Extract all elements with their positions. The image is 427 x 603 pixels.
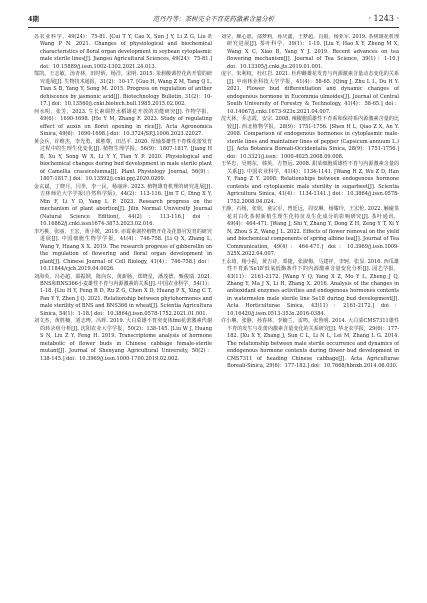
page-number: · 1243 · [368, 14, 399, 23]
reference-entry: 鄂凯，王志敏，汤青林，田时炳，杨洋，宋明. 2015. 茉莉酸调控花药开裂的研究进展[J]. 生物技术通报，31(2)：10-17. [Guo H, Wang Z M, Tang Q L, Tian S B, Yang Y, Song M. 2015. Progress on regulation of anther dehiscence by jasmonic acid[J]. Biotechnology Bulletin, 31(2)：10-17.] doi：10.13560/j.cnki.biotech.bull.1985.2015.02.002. [34, 71, 212, 108]
reference-entry: 刘文杰，黄胜楠，刘志博，冯晖. 2019. 大白菜雄不育突变体fmi花蕾激素代谢的转录组分析[J]. 沈阳农业大学学报，50(2)：138-145. [Liu W J, Huang S N, Liu Z Y, Feng H. 2019. Transcriptome analysis of hormone metabolic of flower buds in Chinese cabbage female-sterile mutant[J]. Journal of Shenyang Agricultural University, 50(2)：138-145.] doi：10.3969/j.issn.1000-1700.2019.02.002. [34, 318, 212, 362]
issue-label: 4期 [28, 15, 39, 23]
reference-entry: 沈火林，乔志霞，安宗. 2008. 辣椒胞质雄性不育系和保持系内源激素含量的比较[J]. 西北植物学报，28(9)：1751-1756. [Shen H L, Qiao Z X, An Y. 2008. Comparison of endogenous hormones in cytoplasmic male-sterile lines and maintainer lines of pepper (Capsicum annuum L.)[J]. Acta Botanica Boreali-Occidentalia Sinica, 28(9)：1751-1756.] doi：10.3321/j.issn：1000-4025.2008.09.008. [221, 116, 399, 160]
reference-entry: 苏农业科学，49(24)：75-81. [Cui T Y, Cao X, Sun J Y, Li Z G, Liu P, Wang P N. 2021. Changes of physiological and biochemical characteristics of floral organ development in soybean cytoplasmic male sterile lines[J]. Jiangsu Agricultural Sciences, 49(24)：75-81.] doi：10.15889/j.issn.1002-1302.2021.24.013. [34, 34, 212, 70]
reference-column-right [221, 34, 399, 594]
reference-entry: 刘海英，冯必超，邵振钢，陈向东，黄新肠，郑晓星，潘茂德，甄俊瑞. 2021. BNS和BNS366小麦雄性不育与内源激素的关系[J]. 中国农业科学，54(1)：1-18. [Liu H Y, Feng B D, Ru Z G, Chen X D, Huang P X, Xing C T, Pan Y Y, Zhen J Q. 2021. Relationship between phytohormones and male sterility of BNS and BNS366 in wheat[J]. Scientia Agricultura Sinica, 54(1)：1-18.] doi：10.3864/j.issn.0578-1752.2021.01.001. [34, 273, 212, 317]
reference-entry: 许小琳，张静，孙春林，李楠兰，雷鸣，张鲁明. 2014. 大白菜CMS7311雄性不育的发生与花蕾内激素含量变化的关系研究[J]. 华北农学报，29(6)：177-182. [Xu X Y, Zhang J, Sun C L, Li N L, Lei M, Zhang L G. 2014. The relationship between male sterile occurrence and dynamics of endogenous hormone contents during flower bud development in CMS7311 of heading Chinese cabbage[J]. Acta Agriculturae Boreali-Sinica, 29(6)：177-182.] doi：10.7668/hbnxb.2014.06.030. [221, 318, 399, 370]
header-rule [28, 27, 399, 28]
reference-entry: 何水明，张芳，2023. 生长素调控水稻雄花开放的功能研究[J]. 作物学报，49(6)：1690-1698. [He Y M, Zhang F. 2023. Study of regulating effect of auxin on floret opening in rice[J]. Acta Agronomica Sinica, 49(6)：1690-1698.] doi：10.3724/SP.J.1006.2023.22027. [34, 108, 212, 138]
reference-entry: 李巧桃，张丽，王宏，黄小媛，2019. 赤霉素调控植物开花及花器官发育的研究进展[J]. 中国细胞生物学学报，41(4)：746-758. [Li Q X, Zhang L, Wang Y, Huang X X. 2019. The research progress of gibberellin on the regulation of flowering and floral organ development in plant[J]. Chinese Journal of Cell Biology, 41(4)：746-758.] doi：10.11844/cjcb.2019.04.0026. [34, 228, 212, 273]
running-title: 范丹丹等：茶树完全不育花药激素含量分析 [152, 15, 275, 23]
reference-entry: 刘莹，顺心愿，邵梦莉，孙庆鑫，王梦超，肖娟，杨亚军. 2019. 茶树雄花机理研究进展[J]. 茶叶科学，39(1)：1-10. [Liu Y, Hao X Y, Zheng M X, Wang X C, Xiao B, Yang Y J. 2019. Recent advances on tea flowering mechanism[J]. Journal of Tea Science, 39(1)：1-10.] doi：10.13305/j.cnki.jts.2019.01.001. [221, 34, 399, 70]
reference-entry: 王永琦，杨小振，黄吉诗，邓捷，张淑梅，马建祥，李轲，张显. 2016. 西瓜雄性不育系'Se18'低氧低酶条件下的内源激素含量变化分析[J]. 园艺学报，43(11)：2161-2172. [Wang Y Q, Yang X Z, Mo Y L, Zheng J Q, Zhang Y, Ma J X, Li H, Zhang X. 2016. Analysis of the changes in antioxidant enzymes activities and endogenous hormones contents in watermelon male sterile line Se18 during bud development[J]. Acta Horticulturae Sinica, 43(11)：2161-2172.] doi：10.16420/j.issn.0513-353x.2016-0384. [221, 258, 399, 317]
running-header [28, 12, 399, 26]
reference-entry: 王静，石杨，张姐，童宗军，曾廷远，周安琳，杨耀玲，王宏伦. 2022. 触碰茶花对白化茶树新梢生理生化特征及生化成分的影响研究[J]. 茶叶通讯，49(4)：464-471. [Wang J, Shi Y, Zhang Y, Dong Z H, Zeng Y T, Xi Y N, Zhou S Z, Wang J L. 2022. Effects of flower removal on the yield and biochemical components of spring albino tea[J]. Journal of Tea Communication, 49(4)：464-471.] doi：10.3969/j.issn.1009-525X.2022.04.007. [221, 206, 399, 258]
reference-entry: 王华忠，吴则东，韩英，方智远. 2008. 甜菜细胞质雄性不育与内源激素含量的关系[J]. 中国农业科学，41(4)：1134-1141. [Wang H Z, Wu Z D, Han Y, Fang Z Y. 2008. Relationships between endogenous hormone contents and cytoplasmic male sterility in sugarbeet[J]. Scientia Agricultura Sinica, 41(4)：1134-1141.] doi：10.3864/j.issn.0578-1752.2008.04.024. [221, 161, 399, 205]
reference-column-left [34, 34, 212, 594]
reference-entry: 庞宇，朱利权，杜红岩. 2021. 杜仲雌雄花发育与内源激素含量动态变化的关系[J]. 中南林业科技大学学报，41(4)：58-65. [Qing J, Zhu L L, Du H Y. 2021. Flower bud differentiation and dynamic changes of endogenous hormone in Eucommia ulmoides[J]. Journal of Central South University of Forestry & Technology, 41(4)：58-65.] doi：10.14067/j.cnki.1673-923x.2021.04.007. [221, 71, 399, 115]
reference-entry: 金玄斌，丁晓月，闫拳，李一民，杨丽萍. 2023. 植物雄育机理的研究进展[J]. 吉林师范大学学报(自然科学版)，44(2)：113-116. [Jin T C, Ding X Y, Min F, Li Y D, Yang L P. 2023. Research progress on the mechanism of plant abortion[J]. Jilin Normal University Journal (Natural Science Edition), 44(2)：113-116.] doi：10.16862/j.cnki.issn1674-3873.2023.02.016. [34, 183, 212, 228]
reference-entry: 黄会兵，许维杰，李光勇，邱胜尊，田昌平. 2020. 厚轴茶雄性不育株花蕾发育过程中的生理生化变化[J]. 植物生理学报，56(9)：1807-1817. [Jiang H B, Xu Y, Song W X, Li Y Y, Tian Y P. 2020. Physiological and biochemical changes during bud development in male sterile plant of Camellia crassicolumna[J]. Plant Physiology Journal, 56(9)：1807-1817.] doi：10.13592/j.cnki.ppj.2020.0209. [34, 138, 212, 183]
